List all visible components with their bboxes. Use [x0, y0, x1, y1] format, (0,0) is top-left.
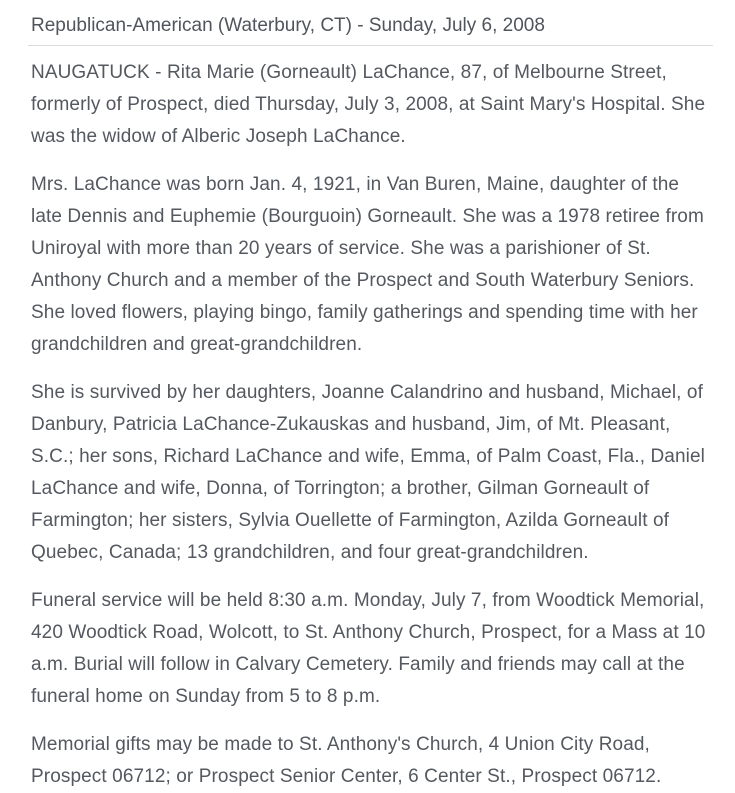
publication-date-line: Republican-American (Waterbury, CT) - Sunday, July 6, 2008 — [31, 15, 545, 36]
obituary-paragraph-survivors: She is survived by her daughters, Joanne Calandrino and husband, Michael, of Danbury, Patricia LaChance-Zukauskas and husband, Jim, of Mt. Pleasant, S.C.; her sons, Richard LaChance and wife, Emma, of Palm Coast, Fla., Daniel LaChance and wife, Donna, of Torrington; a brother, Gilman Gorneault of Farmington; her sisters, Sylvia Ouellette of Farmington, Azilda Gorneault of Quebec, Canada; 13 grandchildren, and four great-grandchildren. — [31, 382, 705, 563]
obituary-body — [31, 57, 707, 793]
obituary-paragraph-memorial-gifts: Memorial gifts may be made to St. Anthony's Church, 4 Union City Road, Prospect 06712; or Prospect Senior Center, 6 Center St., Prospect 06712. — [31, 734, 662, 787]
obituary-paragraph-funeral-service: Funeral service will be held 8:30 a.m. Monday, July 7, from Woodtick Memorial, 420 Woodtick Road, Wolcott, to St. Anthony Church, Prospect, for a Mass at 10 a.m. Burial will follow in Calvary Cemetery. Family and friends may call at the funeral home on Sunday from 5 to 8 p.m. — [31, 590, 706, 707]
obituary-paragraph-biography: Mrs. LaChance was born Jan. 4, 1921, in Van Buren, Maine, daughter of the late Dennis and Euphemie (Bourguoin) Gorneault. She was a 1978 retiree from Uniroyal with more than 20 years of service. She was a parishioner of St. Anthony Church and a member of the Prospect and South Waterbury Seniors. She loved flowers, playing bingo, family gatherings and spending time with her grandchildren and great-grandchildren. — [31, 174, 704, 355]
header-divider — [28, 45, 713, 46]
obituary-paragraph-intro: NAUGATUCK - Rita Marie (Gorneault) LaChance, 87, of Melbourne Street, formerly of Prospect, died Thursday, July 3, 2008, at Saint Mary's Hospital. She was the widow of Alberic Joseph LaChance. — [31, 62, 706, 147]
